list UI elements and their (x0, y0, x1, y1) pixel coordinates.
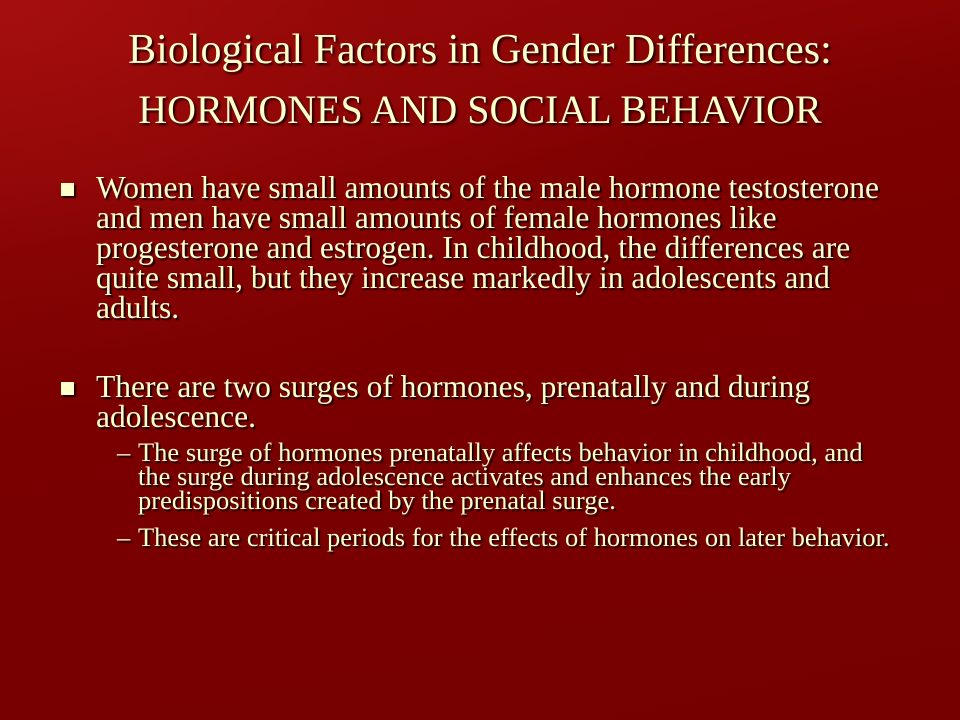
sub-bullet-line: The surge of hormones prenatally affects behavior in childhood, and (138, 437, 863, 467)
dash-bullet-marker: – (117, 522, 131, 552)
bullet-line: There are two surges of hormones, prenatally and during (96, 369, 811, 404)
bullet-line: progesterone and estrogen. In childhood, the differences are (96, 230, 851, 265)
square-bullet-icon (61, 382, 74, 395)
square-bullet-icon (61, 183, 74, 196)
slide-subtitle: HORMONES AND SOCIAL BEHAVIOR (138, 87, 822, 132)
bullet-line: quite small, but they increase markedly in adolescents and (96, 260, 830, 295)
bullet-line: adults. (96, 290, 180, 325)
sub-bullet-line: the surge during adolescence activates and enhances the early (138, 461, 791, 491)
sub-bullet-line: These are critical periods for the effects of hormones on later behavior. (138, 522, 890, 552)
slide-title: Biological Factors in Gender Differences: (128, 27, 832, 73)
bullet-line: and men have small amounts of female hormones like (96, 200, 777, 235)
dash-bullet-marker: – (117, 437, 131, 467)
bullet-text (96, 170, 880, 325)
sub-bullet-text (138, 522, 890, 552)
bullet-line: adolescence. (96, 399, 257, 434)
sub-bullet-line: predispositions created by the prenatal surge. (138, 485, 616, 515)
bullet-text (96, 369, 811, 434)
sub-bullet-text (138, 437, 863, 515)
bullet-line: Women have small amounts of the male hormone testosterone (96, 170, 880, 205)
